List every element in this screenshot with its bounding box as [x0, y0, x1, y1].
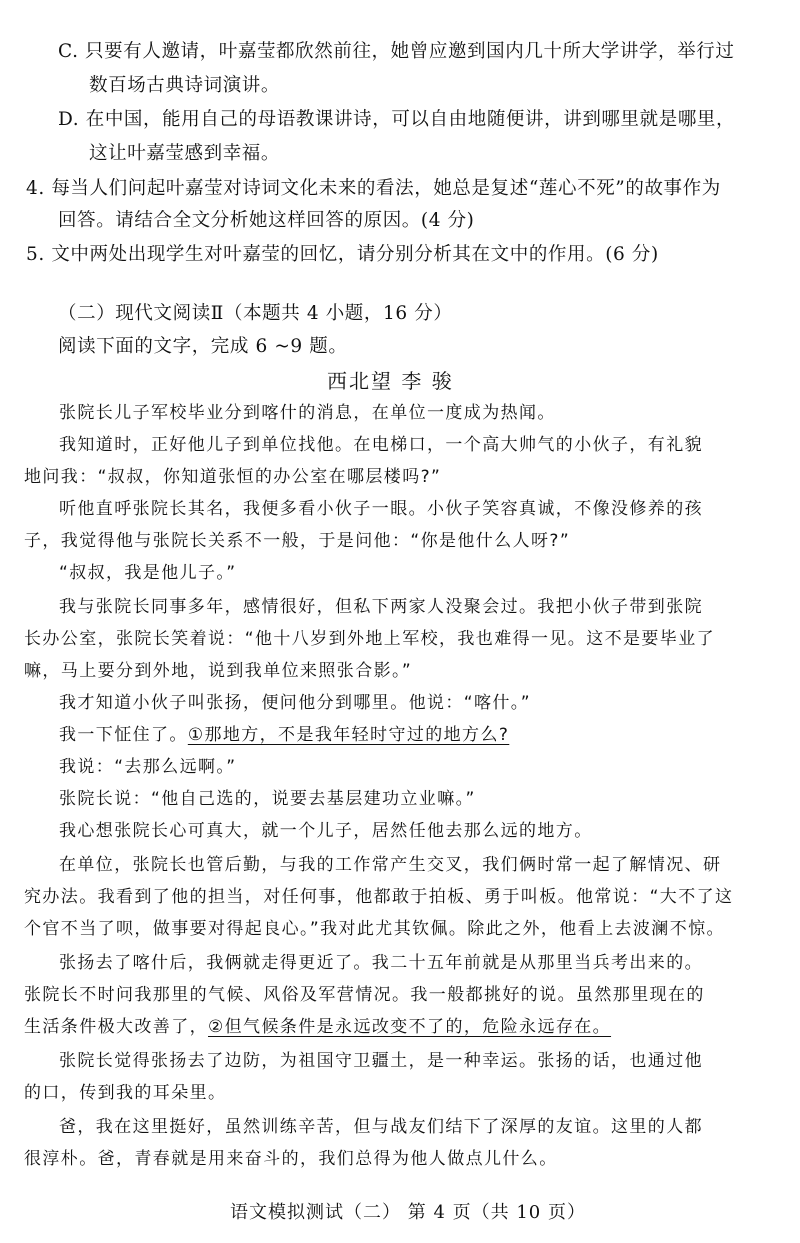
option-c-line-1: C. 只要有人邀请，叶嘉莹都欣然前往，她曾应邀到国内几十所大学讲学，举行过: [58, 41, 735, 62]
paragraph-3-line-1: 听他直呼张院长其名，我便多看小伙子一眼。小伙子笑容真诚，不像没修养的孩: [59, 499, 703, 519]
paragraph-12-line-3: [24, 1014, 611, 1040]
page-footer: 语文模拟测试（二） 第 4 页（共 10 页）: [230, 1202, 586, 1223]
paragraph-12-line-1: 张扬去了喀什后，我俩就走得更近了。我二十五年前就是从那里当兵考出来的。: [59, 953, 703, 973]
paragraph-3-line-2: 子，我觉得他与张院长关系不一般，于是问他：“你是他什么人呀?”: [24, 531, 571, 551]
paragraph-5-line-3: 嘛，马上要分到外地，说到我单位来照张合影。”: [24, 661, 413, 681]
paragraph-8: 我说：“去那么远啊。”: [59, 757, 237, 777]
paragraph-12-line-2: 张院长不时问我那里的气候、风俗及军营情况。我一般都挑好的说。虽然那里现在的: [24, 985, 705, 1005]
paragraph-6: 我才知道小伙子叫张扬，便问他分到哪里。他说：“喀什。”: [59, 693, 531, 713]
section-instruction: 阅读下面的文字，完成 6 ~9 题。: [58, 336, 348, 357]
underlined-sentence-1: ①那地方，不是我年轻时守过的地方么?: [187, 725, 510, 745]
paragraph-14-line-1: 爸，我在这里挺好，虽然训练辛苦，但与战友们结下了深厚的友谊。这里的人都: [59, 1117, 703, 1137]
section-heading: （二）现代文阅读Ⅱ（本题共 4 小题，16 分）: [58, 303, 453, 324]
paragraph-11-line-1: 在单位，张院长也管后勤，与我的工作常产生交叉，我们俩时常一起了解情况、研: [59, 855, 722, 875]
paragraph-2-line-1: 我知道时，正好他儿子到单位找他。在电梯口，一个高大帅气的小伙子，有礼貌: [59, 435, 703, 455]
question-5: 5. 文中两处出现学生对叶嘉莹的回忆，请分别分析其在文中的作用。(6 分): [26, 244, 659, 265]
passage-title: 西北望 李 骏: [327, 369, 454, 393]
paragraph-7: [59, 722, 509, 748]
paragraph-11-line-3: 个官不当了呗，做事要对得起良心。”我对此尤其钦佩。除此之外，他看上去波澜不惊。: [24, 919, 725, 939]
paragraph-9: 张院长说：“他自己选的，说要去基层建功立业嘛。”: [59, 789, 476, 809]
paragraph-14-line-2: 很淳朴。爸，青春就是用来奋斗的，我们总得为他人做点儿什么。: [24, 1149, 558, 1169]
paragraph-10: 我心想张院长心可真大，就一个儿子，居然任他去那么远的地方。: [59, 821, 593, 841]
option-d-line-1: D. 在中国，能用自己的母语教课讲诗，可以自由地随便讲，讲到哪里就是哪里，: [58, 109, 736, 130]
question-4-line-2: 回答。请结合全文分析她这样回答的原因。(4 分): [58, 210, 475, 231]
option-c-line-2: 数百场古典诗词演讲。: [89, 75, 281, 96]
paragraph-11-line-2: 究办法。我看到了他的担当，对任何事，他都敢于拍板、勇于叫板。他常说：“大不了这: [24, 887, 734, 907]
paragraph-13-line-1: 张院长觉得张扬去了边防，为祖国守卫疆土，是一种幸运。张扬的话，也通过他: [59, 1051, 703, 1071]
underlined-sentence-2: ②但气候条件是永远改变不了的，危险永远存在。: [208, 1017, 612, 1037]
paragraph-5-line-1: 我与张院长同事多年，感情很好，但私下两家人没聚会过。我把小伙子带到张院: [59, 597, 703, 617]
paragraph-2-line-2: 地问我：“叔叔，你知道张恒的办公室在哪层楼吗?”: [24, 467, 442, 487]
option-d-line-2: 这让叶嘉莹感到幸福。: [89, 143, 281, 164]
paragraph-12-text: 生活条件极大改善了，: [24, 1017, 208, 1037]
question-4-line-1: 4. 每当人们问起叶嘉莹对诗词文化未来的看法，她总是复述“莲心不死”的故事作为: [26, 178, 721, 199]
paragraph-1: 张院长儿子军校毕业分到喀什的消息，在单位一度成为热闻。: [59, 403, 556, 423]
paragraph-13-line-2: 的口，传到我的耳朵里。: [24, 1083, 227, 1103]
paragraph-4: “叔叔，我是他儿子。”: [59, 563, 237, 583]
paragraph-5-line-2: 长办公室，张院长笑着说：“他十八岁到外地上军校，我也难得一见。这不是要毕业了: [24, 629, 716, 649]
paragraph-7-text: 我一下怔住了。: [59, 725, 188, 745]
